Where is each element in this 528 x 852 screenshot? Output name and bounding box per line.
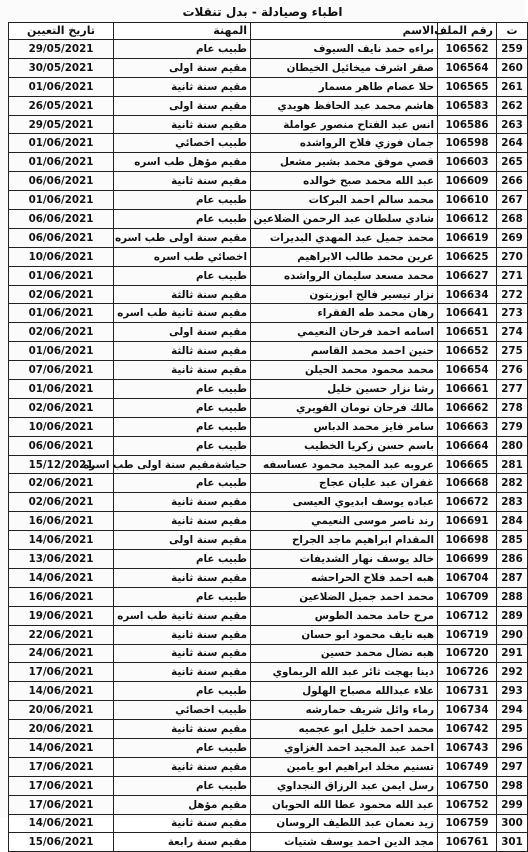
table-row bbox=[9, 757, 528, 776]
appointment-date: 20/06/2021 bbox=[9, 701, 114, 720]
file-number: 106603 bbox=[438, 153, 497, 172]
profession: مقيم سنة ثانية bbox=[114, 115, 251, 134]
employee-name: عرين محمد طالب الابراهيم bbox=[251, 247, 438, 266]
header-file-number: رقم الملف bbox=[438, 23, 497, 40]
appointment-date: 06/06/2021 bbox=[9, 228, 114, 247]
row-number: 260 bbox=[497, 58, 528, 77]
employee-name: نزار تيسير فالح ابوزيتون bbox=[251, 285, 438, 304]
profession: مقيم سنة ثانية طب اسره bbox=[114, 606, 251, 625]
file-number: 106759 bbox=[438, 814, 497, 833]
appointment-date: 06/06/2021 bbox=[9, 172, 114, 191]
file-number: 106652 bbox=[438, 342, 497, 361]
profession: مقيم سنة ثالثة bbox=[114, 342, 251, 361]
row-number: 283 bbox=[497, 493, 528, 512]
file-number: 106619 bbox=[438, 228, 497, 247]
profession: حياشةمقيم سنة اولى طب اسره bbox=[114, 455, 251, 474]
employee-name: قصي موفق محمد بشير مشعل bbox=[251, 153, 438, 172]
profession: طبيب اخصائي bbox=[114, 701, 251, 720]
employee-name: شادي سلطان عبد الرحمن الضلاعين bbox=[251, 210, 438, 229]
profession: طبيب عام bbox=[114, 587, 251, 606]
profession: اخصائي طب اسره bbox=[114, 247, 251, 266]
row-number: 278 bbox=[497, 398, 528, 417]
file-number: 106691 bbox=[438, 512, 497, 531]
table-row bbox=[9, 58, 528, 77]
appointment-date: 01/06/2021 bbox=[9, 191, 114, 210]
appointment-date: 01/06/2021 bbox=[9, 134, 114, 153]
row-number: 285 bbox=[497, 531, 528, 550]
profession: طبيب عام bbox=[114, 474, 251, 493]
appointment-date: 20/06/2021 bbox=[9, 720, 114, 739]
table-row bbox=[9, 115, 528, 134]
file-number: 106654 bbox=[438, 361, 497, 380]
row-number: 293 bbox=[497, 682, 528, 701]
profession: طبيب عام bbox=[114, 682, 251, 701]
employee-name: محمد احمد خليل ابو عجميه bbox=[251, 720, 438, 739]
profession: طبيب عام bbox=[114, 417, 251, 436]
file-number: 106698 bbox=[438, 531, 497, 550]
employee-name: دينا بهجت ثائر عبد الله الربماوي bbox=[251, 663, 438, 682]
appointment-date: 24/06/2021 bbox=[9, 644, 114, 663]
table-row bbox=[9, 795, 528, 814]
file-number: 106665 bbox=[438, 455, 497, 474]
file-number: 106609 bbox=[438, 172, 497, 191]
employee-name: رماء وائل شريف حمارشه bbox=[251, 701, 438, 720]
row-number: 262 bbox=[497, 96, 528, 115]
profession: طبيب عام bbox=[114, 776, 251, 795]
file-number: 106712 bbox=[438, 606, 497, 625]
file-number: 106598 bbox=[438, 134, 497, 153]
table-row bbox=[9, 228, 528, 247]
row-number: 270 bbox=[497, 247, 528, 266]
file-number: 106720 bbox=[438, 644, 497, 663]
employee-name: رشا نزار حسين خليل bbox=[251, 380, 438, 399]
employee-name: عبد الله محمود عطا الله الحوبان bbox=[251, 795, 438, 814]
profession: مقيم سنة ثانية bbox=[114, 720, 251, 739]
profession: مقيم سنة رابعة bbox=[114, 833, 251, 852]
file-number: 106749 bbox=[438, 757, 497, 776]
row-number: 290 bbox=[497, 625, 528, 644]
employee-name: محمد جميل عبد المهدي البديرات bbox=[251, 228, 438, 247]
file-number: 106672 bbox=[438, 493, 497, 512]
file-number: 106704 bbox=[438, 568, 497, 587]
profession: مقيم سنة ثانية طب اسره bbox=[114, 304, 251, 323]
row-number: 299 bbox=[497, 795, 528, 814]
row-number: 286 bbox=[497, 550, 528, 569]
table-row bbox=[9, 550, 528, 569]
profession: طبيب عام bbox=[114, 436, 251, 455]
table-row bbox=[9, 96, 528, 115]
employee-name: محمد احمد جميل الضلاعين bbox=[251, 587, 438, 606]
employee-name: مالك فرحان نومان الفويري bbox=[251, 398, 438, 417]
employee-name: مرح حامد محمد الطوس bbox=[251, 606, 438, 625]
employee-name: اسامه احمد فرحان النعيمي bbox=[251, 323, 438, 342]
appointment-date: 19/06/2021 bbox=[9, 606, 114, 625]
employee-name: عباده يوسف ابديوي العيسى bbox=[251, 493, 438, 512]
page-title: اطباء وصيادلة - بدل تنقلات bbox=[182, 5, 343, 19]
profession: طبيب عام bbox=[114, 550, 251, 569]
transfers-table bbox=[8, 22, 528, 852]
appointment-date: 07/06/2021 bbox=[9, 361, 114, 380]
row-number: 265 bbox=[497, 153, 528, 172]
employee-name: هاشم محمد عبد الحافظ هويدي bbox=[251, 96, 438, 115]
row-number: 279 bbox=[497, 417, 528, 436]
appointment-date: 01/06/2021 bbox=[9, 304, 114, 323]
table-row bbox=[9, 191, 528, 210]
employee-name: مجد الدين احمد يوسف شتيات bbox=[251, 833, 438, 852]
employee-name: غفران عبد عليان عجاج bbox=[251, 474, 438, 493]
file-number: 106661 bbox=[438, 380, 497, 399]
appointment-date: 15/12/2021 bbox=[9, 455, 114, 474]
employee-name: رهان محمد طه الفقراء bbox=[251, 304, 438, 323]
profession: مقيم سنة ثانية bbox=[114, 625, 251, 644]
table-row bbox=[9, 720, 528, 739]
appointment-date: 29/05/2021 bbox=[9, 40, 114, 59]
row-number: 288 bbox=[497, 587, 528, 606]
table-row bbox=[9, 644, 528, 663]
appointment-date: 15/06/2021 bbox=[9, 833, 114, 852]
file-number: 106709 bbox=[438, 587, 497, 606]
employee-name: زيد نعمان عبد اللطيف الروسان bbox=[251, 814, 438, 833]
table-body bbox=[9, 40, 528, 852]
file-number: 106564 bbox=[438, 58, 497, 77]
profession: مقيم سنة ثانية bbox=[114, 757, 251, 776]
appointment-date: 02/06/2021 bbox=[9, 398, 114, 417]
file-number: 106641 bbox=[438, 304, 497, 323]
file-number: 106752 bbox=[438, 795, 497, 814]
row-number: 273 bbox=[497, 304, 528, 323]
table-row bbox=[9, 436, 528, 455]
table-row bbox=[9, 323, 528, 342]
profession: طبيب عام bbox=[114, 191, 251, 210]
appointment-date: 10/06/2021 bbox=[9, 247, 114, 266]
table-row bbox=[9, 776, 528, 795]
appointment-date: 30/05/2021 bbox=[9, 58, 114, 77]
table-row bbox=[9, 474, 528, 493]
employee-name: عروبه عبد المجيد محمود عساسفه bbox=[251, 455, 438, 474]
profession: مقيم مؤهل طب اسره bbox=[114, 153, 251, 172]
profession: مقيم سنة ثانية bbox=[114, 172, 251, 191]
employee-name: هبه نضال محمد حسين bbox=[251, 644, 438, 663]
employee-name: عبد الله محمد صبح خوالده bbox=[251, 172, 438, 191]
appointment-date: 17/06/2021 bbox=[9, 757, 114, 776]
table-row bbox=[9, 285, 528, 304]
row-number: 280 bbox=[497, 436, 528, 455]
file-number: 106565 bbox=[438, 77, 497, 96]
appointment-date: 22/06/2021 bbox=[9, 625, 114, 644]
profession: مقيم سنة اولى bbox=[114, 531, 251, 550]
appointment-date: 10/06/2021 bbox=[9, 417, 114, 436]
profession: مقيم سنة ثانية bbox=[114, 512, 251, 531]
appointment-date: 06/06/2021 bbox=[9, 436, 114, 455]
profession: مقيم سنة ثانية bbox=[114, 361, 251, 380]
table-row bbox=[9, 738, 528, 757]
row-number: 287 bbox=[497, 568, 528, 587]
table-row bbox=[9, 663, 528, 682]
employee-name: انس عبد الفتاح منصور عواملة bbox=[251, 115, 438, 134]
appointment-date: 17/06/2021 bbox=[9, 795, 114, 814]
profession: طبيب عام bbox=[114, 40, 251, 59]
row-number: 281 bbox=[497, 455, 528, 474]
employee-name: المقدام ابراهيم ماجد الجراح bbox=[251, 531, 438, 550]
file-number: 106699 bbox=[438, 550, 497, 569]
file-number: 106586 bbox=[438, 115, 497, 134]
table-row bbox=[9, 512, 528, 531]
table-row bbox=[9, 417, 528, 436]
employee-name: سامر فايز محمد الدباس bbox=[251, 417, 438, 436]
row-number: 263 bbox=[497, 115, 528, 134]
row-number: 268 bbox=[497, 210, 528, 229]
profession: طبيب عام bbox=[114, 380, 251, 399]
row-number: 277 bbox=[497, 380, 528, 399]
profession: مقيم سنة اولى bbox=[114, 58, 251, 77]
row-number: 282 bbox=[497, 474, 528, 493]
profession: مقيم سنة اولى bbox=[114, 96, 251, 115]
file-number: 106663 bbox=[438, 417, 497, 436]
appointment-date: 01/06/2021 bbox=[9, 77, 114, 96]
appointment-date: 06/06/2021 bbox=[9, 210, 114, 229]
employee-name: جمان فوزي فلاح الرواشده bbox=[251, 134, 438, 153]
profession: طبيب عام bbox=[114, 266, 251, 285]
table-row bbox=[9, 304, 528, 323]
employee-name: محمد مسعد سليمان الرواشده bbox=[251, 266, 438, 285]
row-number: 274 bbox=[497, 323, 528, 342]
appointment-date: 14/06/2021 bbox=[9, 738, 114, 757]
row-number: 264 bbox=[497, 134, 528, 153]
table-row bbox=[9, 247, 528, 266]
employee-name: احمد عبد المجيد احمد الغزاوي bbox=[251, 738, 438, 757]
header-name: الاسم bbox=[251, 23, 438, 40]
file-number: 106731 bbox=[438, 682, 497, 701]
profession: طبيب اخصائي bbox=[114, 134, 251, 153]
row-number: 259 bbox=[497, 40, 528, 59]
profession: مقيم سنة ثانية bbox=[114, 493, 251, 512]
header-profession: المهنة bbox=[114, 23, 251, 40]
row-number: 294 bbox=[497, 701, 528, 720]
employee-name: هبه احمد فلاح الحراحشه bbox=[251, 568, 438, 587]
profession: مقيم سنة اولى bbox=[114, 323, 251, 342]
employee-name: تسنيم مخلد ابراهيم ابو يامين bbox=[251, 757, 438, 776]
table-row bbox=[9, 568, 528, 587]
profession: مقيم سنة ثالثة bbox=[114, 285, 251, 304]
table-row bbox=[9, 606, 528, 625]
table-row bbox=[9, 531, 528, 550]
appointment-date: 14/06/2021 bbox=[9, 568, 114, 587]
table-row bbox=[9, 625, 528, 644]
profession: طبيب عام bbox=[114, 210, 251, 229]
appointment-date: 17/06/2021 bbox=[9, 776, 114, 795]
employee-name: حنين احمد محمد القاسم bbox=[251, 342, 438, 361]
row-number: 271 bbox=[497, 266, 528, 285]
appointment-date: 02/06/2021 bbox=[9, 474, 114, 493]
row-number: 276 bbox=[497, 361, 528, 380]
file-number: 106719 bbox=[438, 625, 497, 644]
table-row bbox=[9, 682, 528, 701]
file-number: 106668 bbox=[438, 474, 497, 493]
row-number: 289 bbox=[497, 606, 528, 625]
file-number: 106662 bbox=[438, 398, 497, 417]
row-number: 291 bbox=[497, 644, 528, 663]
row-number: 297 bbox=[497, 757, 528, 776]
table-row bbox=[9, 77, 528, 96]
file-number: 106634 bbox=[438, 285, 497, 304]
file-number: 106612 bbox=[438, 210, 497, 229]
table-row bbox=[9, 398, 528, 417]
appointment-date: 01/06/2021 bbox=[9, 266, 114, 285]
row-number: 292 bbox=[497, 663, 528, 682]
appointment-date: 01/06/2021 bbox=[9, 153, 114, 172]
appointment-date: 02/06/2021 bbox=[9, 493, 114, 512]
file-number: 106761 bbox=[438, 833, 497, 852]
file-number: 106610 bbox=[438, 191, 497, 210]
row-number: 261 bbox=[497, 77, 528, 96]
file-number: 106734 bbox=[438, 701, 497, 720]
table-row bbox=[9, 210, 528, 229]
file-number: 106627 bbox=[438, 266, 497, 285]
table-row bbox=[9, 814, 528, 833]
file-number: 106651 bbox=[438, 323, 497, 342]
appointment-date: 14/06/2021 bbox=[9, 814, 114, 833]
table-row bbox=[9, 361, 528, 380]
appointment-date: 02/06/2021 bbox=[9, 323, 114, 342]
file-number: 106562 bbox=[438, 40, 497, 59]
table-row bbox=[9, 493, 528, 512]
table-row bbox=[9, 266, 528, 285]
appointment-date: 13/06/2021 bbox=[9, 550, 114, 569]
header-number: ت bbox=[497, 23, 528, 40]
file-number: 106583 bbox=[438, 96, 497, 115]
row-number: 300 bbox=[497, 814, 528, 833]
profession: مقيم مؤهل bbox=[114, 795, 251, 814]
file-number: 106742 bbox=[438, 720, 497, 739]
table-row bbox=[9, 153, 528, 172]
file-number: 106664 bbox=[438, 436, 497, 455]
table-row bbox=[9, 833, 528, 852]
table-row bbox=[9, 40, 528, 59]
row-number: 275 bbox=[497, 342, 528, 361]
file-number: 106743 bbox=[438, 738, 497, 757]
employee-name: صقر اشرف ميخائيل الخيطان bbox=[251, 58, 438, 77]
employee-name: براءه حمد نايف السيوف bbox=[251, 40, 438, 59]
appointment-date: 14/06/2021 bbox=[9, 682, 114, 701]
row-number: 266 bbox=[497, 172, 528, 191]
appointment-date: 16/06/2021 bbox=[9, 512, 114, 531]
profession: مقيم سنة اولى طب اسره bbox=[114, 228, 251, 247]
employee-name: باسم حسن زكريا الخطيب bbox=[251, 436, 438, 455]
table-row bbox=[9, 587, 528, 606]
appointment-date: 14/06/2021 bbox=[9, 531, 114, 550]
row-number: 295 bbox=[497, 720, 528, 739]
row-number: 269 bbox=[497, 228, 528, 247]
table-row bbox=[9, 701, 528, 720]
employee-name: خالد يوسف نهار الشديفات bbox=[251, 550, 438, 569]
appointment-date: 16/06/2021 bbox=[9, 587, 114, 606]
employee-name: علاء عبدالله مصباح الهلول bbox=[251, 682, 438, 701]
appointment-date: 17/06/2021 bbox=[9, 663, 114, 682]
table-row bbox=[9, 342, 528, 361]
profession: مقيم سنة ثانية bbox=[114, 77, 251, 96]
employee-name: رند ناصر موسى النعيمي bbox=[251, 512, 438, 531]
file-number: 106726 bbox=[438, 663, 497, 682]
appointment-date: 02/06/2021 bbox=[9, 285, 114, 304]
row-number: 267 bbox=[497, 191, 528, 210]
file-number: 106750 bbox=[438, 776, 497, 795]
table-row bbox=[9, 455, 528, 474]
table-header-row bbox=[9, 23, 528, 40]
row-number: 296 bbox=[497, 738, 528, 757]
table-row bbox=[9, 134, 528, 153]
profession: مقيم سنة ثانية bbox=[114, 814, 251, 833]
appointment-date: 29/05/2021 bbox=[9, 115, 114, 134]
employee-name: رسل ايمن عبد الرزاق النجداوي bbox=[251, 776, 438, 795]
employee-name: هبه نايف محمود ابو حسان bbox=[251, 625, 438, 644]
employee-name: حلا عصام طاهر مسمار bbox=[251, 77, 438, 96]
appointment-date: 26/05/2021 bbox=[9, 96, 114, 115]
employee-name: محمد سالم احمد البركات bbox=[251, 191, 438, 210]
appointment-date: 01/06/2021 bbox=[9, 342, 114, 361]
table-row bbox=[9, 172, 528, 191]
employee-name: محمد محمود محمد الحيلن bbox=[251, 361, 438, 380]
row-number: 301 bbox=[497, 833, 528, 852]
row-number: 298 bbox=[497, 776, 528, 795]
table-row bbox=[9, 380, 528, 399]
row-number: 284 bbox=[497, 512, 528, 531]
profession: طبيب عام bbox=[114, 738, 251, 757]
header-appointment-date: تاريخ التعيين bbox=[9, 23, 114, 40]
profession: مقيم سنة ثانية bbox=[114, 663, 251, 682]
row-number: 272 bbox=[497, 285, 528, 304]
appointment-date: 01/06/2021 bbox=[9, 380, 114, 399]
profession: مقيم سنة ثانية bbox=[114, 568, 251, 587]
profession: مقيم سنة ثانية bbox=[114, 644, 251, 663]
file-number: 106625 bbox=[438, 247, 497, 266]
profession: طبيب عام bbox=[114, 398, 251, 417]
